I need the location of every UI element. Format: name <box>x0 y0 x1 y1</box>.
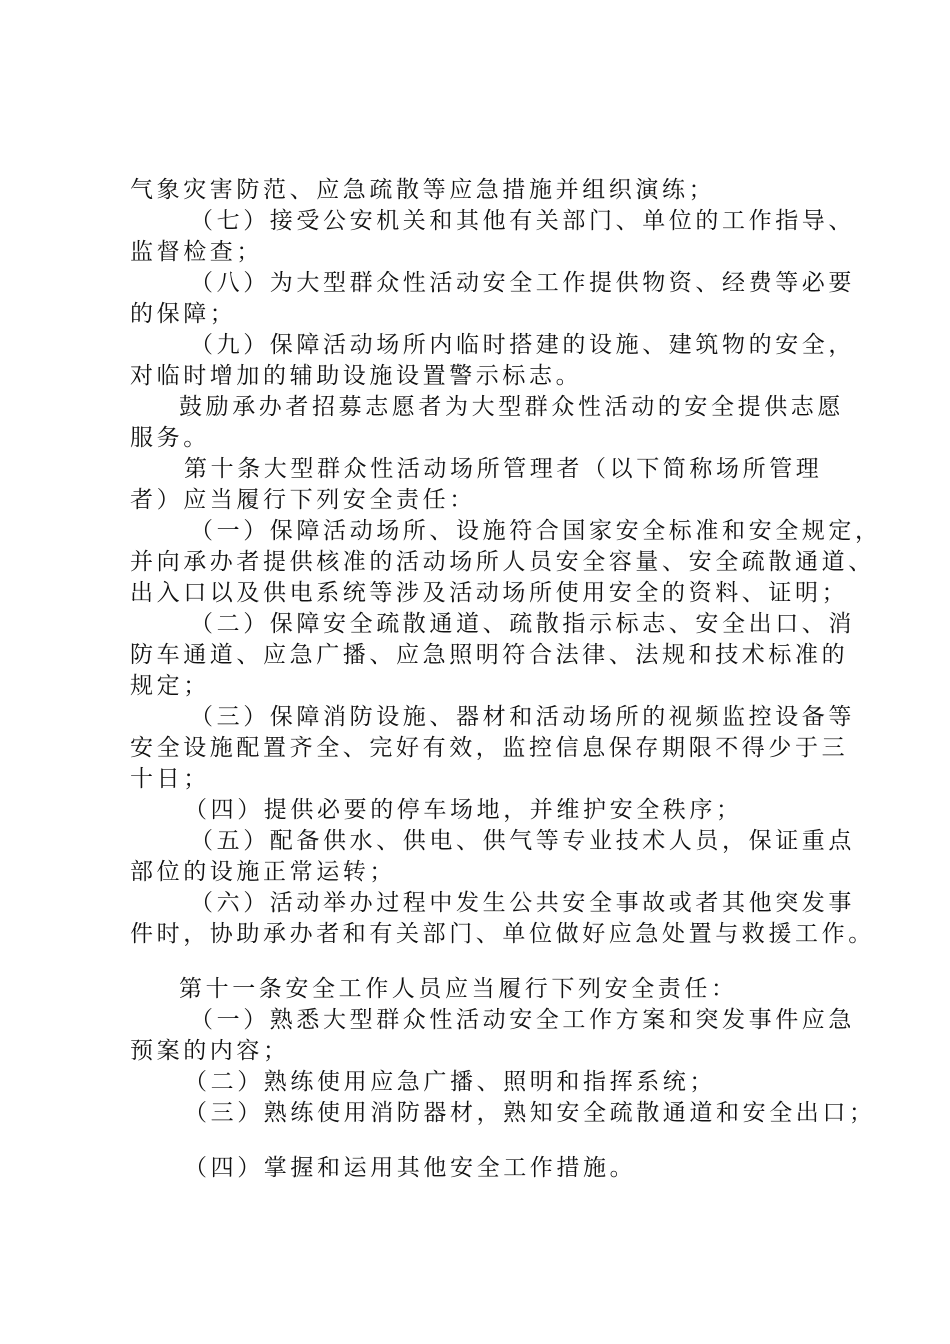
text-line: （五）配备供水、供电、供气等专业技术人员，保证重点 <box>190 828 855 854</box>
text-line: （八）为大型群众性活动安全工作提供物资、经费等必要 <box>190 270 855 296</box>
text-line: 对临时增加的辅助设施设置警示标志。 <box>130 363 583 389</box>
text-line: （九）保障活动场所内临时搭建的设施、建筑物的安全， <box>190 332 855 358</box>
article-heading: 第十条大型群众性活动场所管理者（以下简称场所管理 <box>184 456 823 482</box>
text-line: 服务。 <box>130 425 210 451</box>
text-line: 出入口以及供电系统等涉及活动场所使用安全的资料、证明； <box>130 580 849 606</box>
text-line: （二）保障安全疏散通道、疏散指示标志、安全出口、消 <box>190 611 855 637</box>
text-line: （一）熟悉大型群众性活动安全工作方案和突发事件应急 <box>190 1007 855 1033</box>
text-line: 十日； <box>130 766 210 792</box>
text-line: 并向承办者提供核准的活动场所人员安全容量、安全疏散通道、 <box>130 549 875 575</box>
text-line: 防车通道、应急广播、应急照明符合法律、法规和技术标准的 <box>130 642 849 668</box>
article-heading: 第十一条安全工作人员应当履行下列安全责任： <box>179 976 738 1002</box>
text-line: 监督检查； <box>130 239 263 265</box>
text-line: 部位的设施正常运转； <box>130 859 396 885</box>
text-line: （四）掌握和运用其他安全工作措施。 <box>184 1155 637 1181</box>
text-line: 预案的内容； <box>130 1038 290 1064</box>
text-line: 气象灾害防范、应急疏散等应急措施并组织演练； <box>130 177 716 203</box>
text-line: （一）保障活动场所、设施符合国家安全标准和安全规定， <box>190 518 882 544</box>
text-line: （六）活动举办过程中发生公共安全事故或者其他突发事 <box>190 890 855 916</box>
text-line: 者）应当履行下列安全责任： <box>130 487 476 513</box>
text-line: 件时，协助承办者和有关部门、单位做好应急处置与救援工作。 <box>130 921 875 947</box>
text-line: （三）保障消防设施、器材和活动场所的视频监控设备等 <box>190 704 855 730</box>
text-line: 鼓励承办者招募志愿者为大型群众性活动的安全提供志愿 <box>179 394 844 420</box>
text-line: 规定； <box>130 673 210 699</box>
text-line: 的保障； <box>130 301 237 327</box>
text-line: 安全设施配置齐全、完好有效，监控信息保存期限不得少于三 <box>130 735 849 761</box>
text-line: （七）接受公安机关和其他有关部门、单位的工作指导、 <box>190 208 855 234</box>
text-line: （四）提供必要的停车场地，并维护安全秩序； <box>184 797 743 823</box>
text-line: （二）熟练使用应急广播、照明和指挥系统； <box>184 1069 716 1095</box>
text-line: （三）熟练使用消防器材，熟知安全疏散通道和安全出口； <box>184 1100 876 1126</box>
